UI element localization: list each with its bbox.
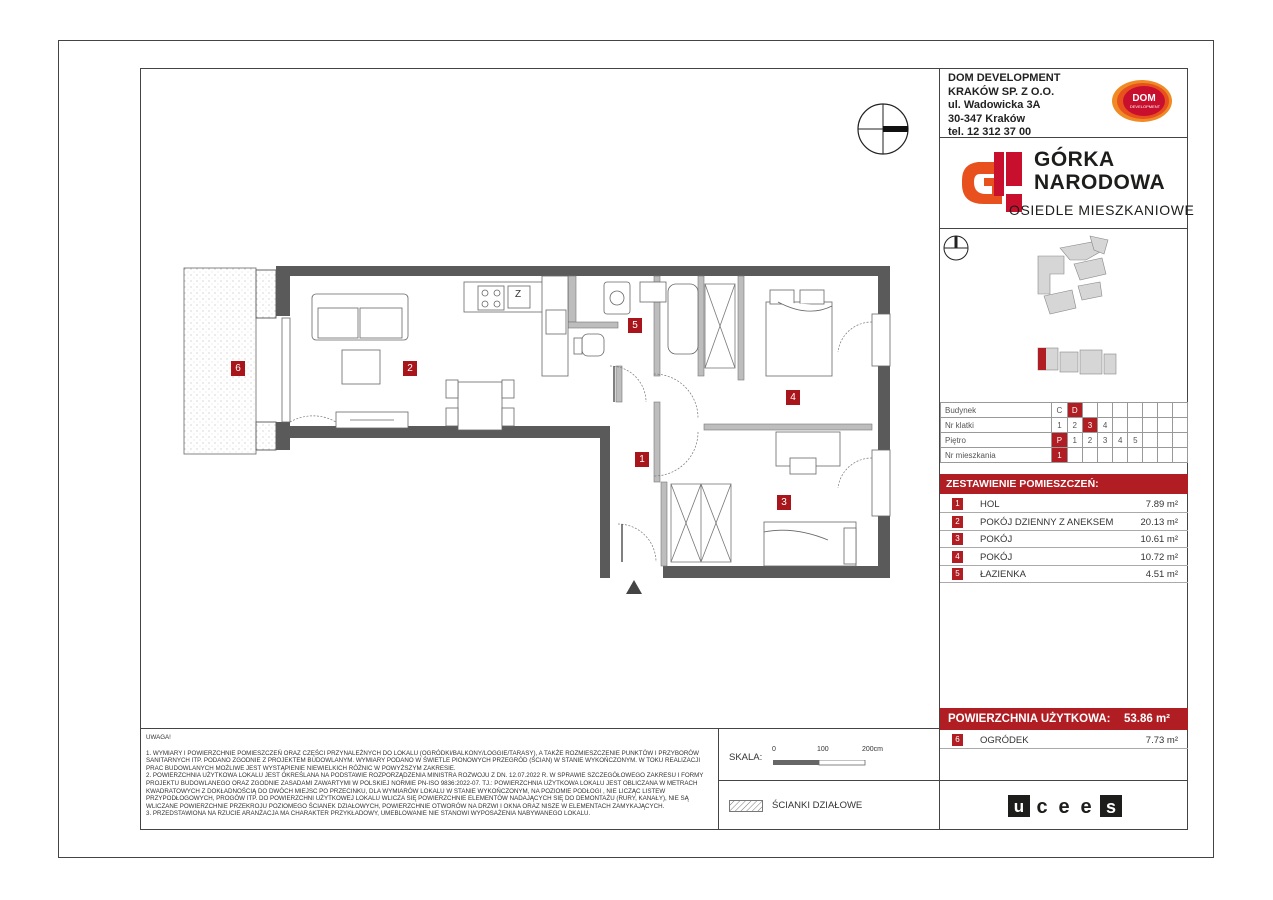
location-row-label: Nr klatki <box>941 418 1052 433</box>
keyplan-compass <box>942 234 970 267</box>
logo-letter-c: c <box>1036 796 1048 818</box>
extra-area-name: OGRÓDEK <box>980 735 1029 746</box>
scale-label: SKALA: <box>729 752 763 763</box>
room-tag-5: 5 <box>628 318 642 333</box>
usable-area-label: POWIERZCHNIA UŻYTKOWA: <box>948 713 1111 725</box>
location-cell: 1 <box>1052 418 1067 433</box>
company-line: tel. 12 312 37 00 <box>948 126 1032 138</box>
location-cell-empty <box>1173 418 1188 433</box>
room-name: POKÓJ DZIENNY Z ANEKSEM <box>980 516 1114 528</box>
location-cell: P <box>1052 433 1067 448</box>
location-row-label: Budynek <box>941 403 1052 418</box>
location-cell-empty <box>1158 448 1173 463</box>
brand-title-line1: GÓRKA <box>1034 148 1115 171</box>
rooms-header: ZESTAWIENIE POMIESZCZEŃ: <box>940 474 1188 494</box>
dom-logo-text: DOM <box>1132 93 1156 104</box>
brand-title-line2: NARODOWA <box>1034 171 1166 194</box>
room-number: 1 <box>952 498 963 510</box>
location-cell: D <box>1067 403 1082 418</box>
location-cell-empty <box>1173 448 1188 463</box>
location-cell-empty <box>1067 448 1082 463</box>
floor-plan <box>178 262 898 607</box>
dom-logo-subtext: DEVELOPMENT <box>1129 104 1161 109</box>
location-cell-empty <box>1128 418 1143 433</box>
company-info <box>948 72 1060 140</box>
brand-title <box>1034 148 1165 194</box>
keyplan-site-map <box>1030 234 1120 389</box>
location-cell-empty <box>1113 418 1128 433</box>
location-cell-empty <box>1128 403 1143 418</box>
fridge-mark: Z <box>515 289 522 300</box>
divider-notes <box>140 728 940 729</box>
location-cell-empty <box>1158 418 1173 433</box>
note-item: 3. PRZEDSTAWIONA NA RZUCIE ARANŻACJA MA CHARAKTER PRZYKŁADOWY, UMEBLOWANIE NIE STANOWI WYPOSAŻENIA NABYWANEGO LOKALU. <box>146 810 591 818</box>
location-cell-empty <box>1143 448 1158 463</box>
room-row <box>940 530 1188 548</box>
logo-letter-e2: e <box>1080 796 1092 818</box>
north-arrow-compass <box>856 102 910 161</box>
location-cell: 4 <box>1113 433 1128 448</box>
location-cell-empty <box>1098 448 1113 463</box>
location-cell-empty <box>1082 403 1097 418</box>
location-cell-empty <box>1143 433 1158 448</box>
room-tag-4: 4 <box>786 390 800 405</box>
room-row <box>940 495 1188 513</box>
location-cell-empty <box>1113 403 1128 418</box>
location-row-label: Nr mieszkania <box>941 448 1052 463</box>
note-item: 2. POWIERZCHNIA UŻYTKOWA LOKALU JEST OKREŚLANA NA PODSTAWIE ROZPORZĄDZENIA MINISTRA ROZWOJU Z DN. 12.07.2022 R. W SPRAWIE SZCZEGÓŁOWEGO ZAKRESU I FORMY PROJEKTU BUDOWLANEGO ORAZ ZGODNIE ZASADAMI ZAWARTYMI W POLSKIEJ NORMIE PN-ISO 9836:2022-07. TJ.: POWIERZCHNIA UŻYTKOWA LOKALU JEST OBLICZANA W METRACH KWADRATOWYCH Z DOKŁADNOŚCIĄ DO DWÓCH MIEJSC PO PRZECINKU, DLA WYMIARÓW LOKALU W STANIE WYKOŃCZONYM, NA POZIOMIE PODŁOGI , NIE LICZĄC LISTEW PRZYPODŁOGOWYCH, PROGÓW ITP. DO POWIERZCHNI UŻYTKOWEJ LOKALU WLICZA SIĘ POWIERZCHNIE ELEMENTÓW NADAJĄCYCH SIĘ DO DEMONTAŻU (RURY, KANAŁY), NIE SĄ WLICZANE POWIERZCHNIE PRZEKROJU POZIOMEGO ŚCIANEK DZIAŁOWYCH, POWIERZCHNIE OTWORÓW NA DRZWI I OKNA ORAZ NISZE W ELEMENTACH ZAMYKAJĄCYCH. <box>146 772 704 810</box>
company-line: 30-347 Kraków <box>948 112 1026 125</box>
scale-tick-100: 100 <box>817 746 829 753</box>
company-line: KRAKÓW SP. Z O.O. <box>948 85 1055 98</box>
location-cell: 3 <box>1098 433 1113 448</box>
location-cell-empty <box>1158 433 1173 448</box>
room-number: 5 <box>952 568 963 580</box>
location-row <box>941 418 1188 433</box>
room-name: POKÓJ <box>980 551 1013 563</box>
room-row <box>940 548 1188 566</box>
location-cell: 4 <box>1098 418 1113 433</box>
room-number: 4 <box>952 551 963 563</box>
location-cell-empty <box>1113 448 1128 463</box>
room-row <box>940 565 1188 583</box>
divider-scale <box>718 728 719 830</box>
location-cell-empty <box>1128 448 1143 463</box>
usable-area-value: 53.86 m² <box>1123 713 1170 725</box>
location-cell: 1 <box>1052 448 1067 463</box>
divider-brand <box>939 228 1188 229</box>
location-row <box>941 448 1188 463</box>
location-cell: 2 <box>1082 433 1097 448</box>
room-tag-6: 6 <box>231 361 245 376</box>
usable-area-total <box>940 708 1188 730</box>
location-cell-empty <box>1173 403 1188 418</box>
extra-area-row <box>940 731 1188 749</box>
ucees-logo <box>1008 794 1124 825</box>
room-area: 7.89 m² <box>1145 499 1178 510</box>
divider-footer <box>939 780 1188 781</box>
location-cell-empty <box>1173 433 1188 448</box>
dom-development-logo <box>1110 78 1174 124</box>
room-name: ŁAZIENKA <box>980 569 1026 581</box>
location-cell-empty <box>1158 403 1173 418</box>
scale-bar <box>773 755 869 773</box>
logo-letter-u: u <box>1013 797 1025 816</box>
location-cell: C <box>1052 403 1067 418</box>
room-name: POKÓJ <box>980 534 1013 546</box>
partition-wall-label: ŚCIANKI DZIAŁOWE <box>772 800 863 811</box>
brand-subtitle: OSIEDLE MIESZKANIOWE <box>1009 202 1195 218</box>
location-cell: 3 <box>1082 418 1097 433</box>
room-area: 10.61 m² <box>1140 534 1178 546</box>
room-area: 10.72 m² <box>1140 551 1178 563</box>
divider-legend <box>718 780 940 781</box>
location-cell: 1 <box>1067 433 1082 448</box>
location-cell-empty <box>1098 403 1113 418</box>
notes <box>146 734 712 818</box>
scale-tick-0: 0 <box>772 746 776 753</box>
room-row <box>940 513 1188 531</box>
room-tag-1: 1 <box>635 452 649 467</box>
location-cell: 2 <box>1067 418 1082 433</box>
notes-title: UWAGA! <box>146 734 171 741</box>
logo-letter-s: s <box>1105 797 1117 817</box>
location-cell: 5 <box>1128 433 1143 448</box>
room-area: 20.13 m² <box>1140 516 1178 528</box>
location-row <box>941 403 1188 418</box>
company-line: DOM DEVELOPMENT <box>948 72 1061 84</box>
room-number: 2 <box>952 516 963 528</box>
location-cell-empty <box>1143 418 1158 433</box>
extra-area-value: 7.73 m² <box>1145 735 1178 746</box>
location-cell-empty <box>1082 448 1097 463</box>
room-area: 4.51 m² <box>1145 569 1178 581</box>
location-cell-empty <box>1143 403 1158 418</box>
room-tag-3: 3 <box>777 495 791 510</box>
location-row <box>941 433 1188 448</box>
location-table <box>940 402 1188 463</box>
company-line: ul. Wadowicka 3A <box>948 99 1041 111</box>
room-name: HOL <box>980 499 1000 510</box>
scale-tick-200: 200cm <box>862 746 884 753</box>
extra-area-number: 6 <box>952 734 963 746</box>
location-row-label: Piętro <box>941 433 1052 448</box>
partition-wall-swatch <box>729 799 763 817</box>
room-tag-2: 2 <box>403 361 417 376</box>
logo-letter-e1: e <box>1058 796 1070 818</box>
room-number: 3 <box>952 533 963 545</box>
note-item: 1. WYMIARY I POWIERZCHNIE POMIESZCZEŃ ORAZ CZĘŚCI PRZYNALEŻNYCH DO LOKALU (OGRÓDKI/BALKONY/LOGGIE/TARASY), A TAKŻE ROZMIESZCZENIE PUNKTÓW I PRZYBORÓW SANITARNYCH ITP. PODANO ZGODNIE Z PROJEKTEM BUDOWLANYM. WYMIARY PODANO W ŚWIETLE PIONOWYCH PRZEGRÓD (ŚCIAN) W STANIE WYKOŃCZONYM. W TOKU REALIZACJI PRAC BUDOWLANYCH MOŻLIWE JEST WYSTĄPIENIE NIEWIELKICH RÓŻNIC W POWYŻSZYM ZAKRESIE. <box>146 749 701 772</box>
